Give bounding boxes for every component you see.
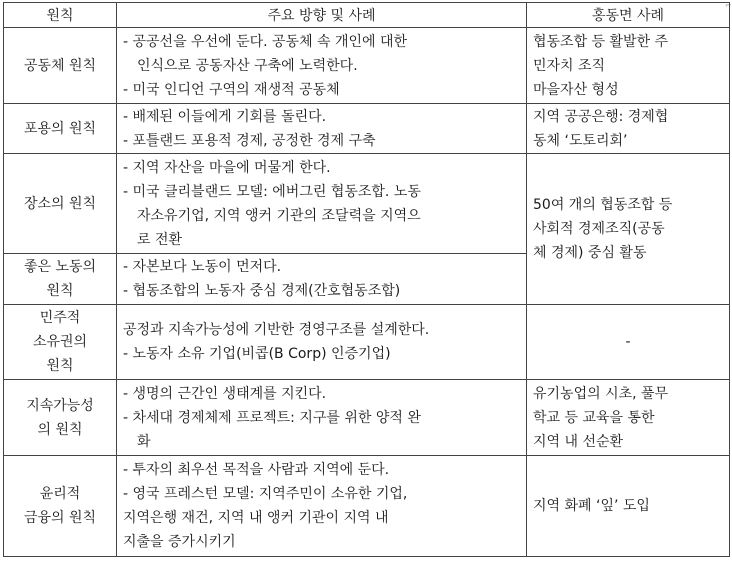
hongdong-line: 동체 ‘도토리회’ xyxy=(533,132,628,149)
detail-line: - 협동조합의 노동자 중심 경제(간호협동조합) xyxy=(123,283,401,299)
hongdong-line: 학교 등 교육을 통한 xyxy=(533,409,655,426)
principles-table xyxy=(3,2,730,557)
principle-label: 공동체 원칙 xyxy=(23,57,97,74)
detail-line: - 미국 클리블랜드 모델: 에버그린 협동조합. 노동 xyxy=(123,183,421,200)
detail-line: - 생명의 근간인 생태계를 지킨다. xyxy=(123,385,327,402)
principle-label: 포용의 원칙 xyxy=(23,120,97,137)
hongdong-line: 사회적 경제조직(공동 xyxy=(533,221,665,237)
principle-label: 지속가능성 xyxy=(26,397,94,414)
principle-label: 금융의 원칙 xyxy=(23,510,97,526)
principle-cell xyxy=(4,104,117,154)
principle-label: 의 원칙 xyxy=(37,421,83,438)
principle-label: 윤리적 xyxy=(39,486,81,502)
detail-line: 지역은행 재건, 지역 내 앵커 기관이 지역 내 xyxy=(123,510,389,526)
hongdong-line: 마을자산 형성 xyxy=(533,81,619,98)
hongdong-line: 협동조합 등 활발한 주 xyxy=(533,33,669,50)
principle-label: 소유권의 xyxy=(32,334,88,350)
details-cell xyxy=(117,254,527,305)
hongdong-cell xyxy=(527,28,730,104)
principle-cell xyxy=(4,28,117,104)
detail-line: - 노동자 소유 기업(비콥(B Corp) 인증기업) xyxy=(123,346,391,362)
hongdong-cell xyxy=(527,456,730,557)
hongdong-cell xyxy=(527,380,730,456)
corner-mark: ⌐ xyxy=(725,1,732,10)
principle-label: 민주적 xyxy=(39,310,81,326)
hongdong-cell xyxy=(527,104,730,154)
hongdong-line: 유기농업의 시초, 풀무 xyxy=(533,385,669,402)
table-row xyxy=(4,104,730,154)
table-row xyxy=(4,380,730,456)
details-cell xyxy=(117,154,527,254)
detail-line: 지출을 증가시키기 xyxy=(123,534,236,550)
details-cell xyxy=(117,305,527,380)
hongdong-line: 지역 공공은행: 경제협 xyxy=(533,108,669,125)
detail-line: 공정과 지속가능성에 기반한 경영구조를 설계한다. xyxy=(123,322,430,338)
details-cell xyxy=(117,380,527,456)
detail-line: - 미국 인디언 구역의 재생적 공동체 xyxy=(123,81,340,98)
principle-label: 원칙 xyxy=(46,358,74,374)
principle-cell xyxy=(4,154,117,254)
hongdong-line: 50여 개의 협동조합 등 xyxy=(533,197,673,213)
detail-line: - 배제된 이들에게 기회를 돌린다. xyxy=(123,108,327,125)
detail-line: - 포틀랜드 포용적 경제, 공정한 경제 구축 xyxy=(123,132,376,149)
hongdong-line: - xyxy=(625,334,631,350)
detail-line: 자소유기업, 지역 앵커 기관의 조달력을 지역으 xyxy=(137,207,421,224)
hongdong-line: 체 경제) 중심 활동 xyxy=(533,245,647,261)
principle-label: 장소의 원칙 xyxy=(23,195,97,212)
principle-cell xyxy=(4,456,117,557)
detail-line: - 투자의 최우선 목적을 사람과 지역에 둔다. xyxy=(123,462,390,478)
principle-cell xyxy=(4,305,117,380)
principle-label: 원칙 xyxy=(46,283,74,299)
header-direction: 주요 방향 및 사례 xyxy=(117,3,527,28)
header-hongdong: 홍동면 사례 xyxy=(527,3,730,28)
table-row xyxy=(4,456,730,557)
detail-line: 로 전환 xyxy=(137,231,183,248)
table-row xyxy=(4,28,730,104)
hongdong-cell xyxy=(527,305,730,380)
detail-line: - 공공선을 우선에 둔다. 공동체 속 개인에 대한 xyxy=(123,33,408,50)
detail-line: - 영국 프레스턴 모델: 지역주민이 소유한 기업, xyxy=(123,486,408,502)
detail-line: - 차세대 경제체제 프로젝트: 지구를 위한 양적 완 xyxy=(123,409,421,426)
hongdong-line: 민자치 조직 xyxy=(533,57,606,74)
table-row xyxy=(4,154,730,254)
details-cell xyxy=(117,28,527,104)
detail-line: 화 xyxy=(137,433,151,450)
header-principle: 원칙 xyxy=(4,3,117,28)
hongdong-line: 지역 내 선순환 xyxy=(533,433,624,450)
detail-line: - 지역 자산을 마을에 머물게 한다. xyxy=(123,159,331,176)
principle-cell xyxy=(4,380,117,456)
details-cell xyxy=(117,104,527,154)
details-cell xyxy=(117,456,527,557)
detail-line: - 자본보다 노동이 먼저다. xyxy=(123,259,282,275)
hongdong-cell xyxy=(527,154,730,305)
principle-label: 좋은 노동의 xyxy=(23,259,97,275)
hongdong-line: 지역 화폐 ‘잎’ 도입 xyxy=(533,498,650,514)
detail-line: 인식으로 공동자산 구축에 노력한다. xyxy=(137,57,358,74)
header-row xyxy=(4,3,730,28)
principle-cell xyxy=(4,254,117,305)
table-row xyxy=(4,305,730,380)
